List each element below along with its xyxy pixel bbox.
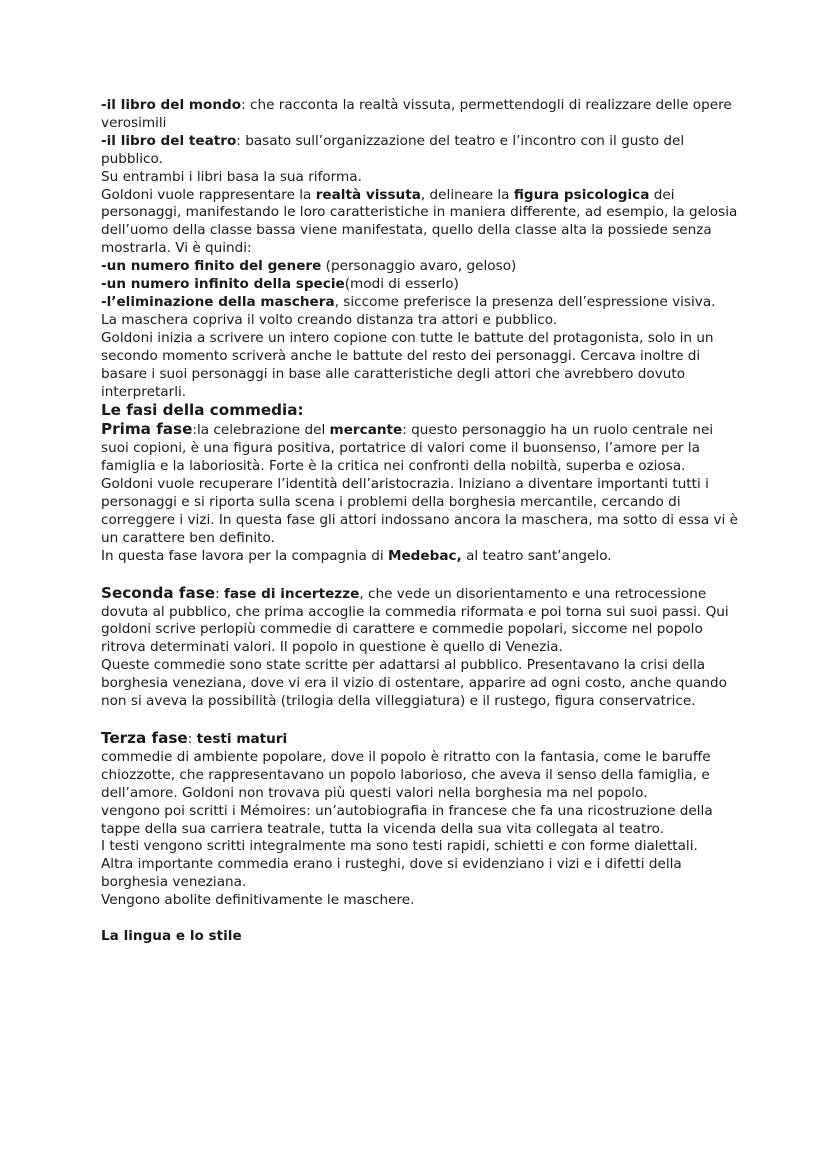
bold-term: -un numero infinito della specie	[101, 276, 345, 293]
paragraph-testi: I testi vengono scritti integralmente ma sono testi rapidi, schietti e con forme dialettali.	[101, 838, 698, 855]
text: :	[215, 585, 224, 602]
paragraph-ambiente-popolare: commedie di ambiente popolare, dove il popolo è ritratto con la fantasia, come le baruffe chiozzotte, che rappresentavano un popolo laborioso, che aveva il senso della famiglia, e dell’amore. Goldoni non trovava più questi valori nella borghesia ma nel popolo.	[101, 748, 711, 801]
bold-term: testi maturi	[196, 731, 288, 747]
text: : basato sull’organizzazione del teatro e l’incontro con il gusto del pubblico.	[101, 132, 685, 167]
text: al teatro sant’angelo.	[461, 547, 612, 564]
text: : questo personaggio ha un ruolo centrale nei suoi copioni, è una figura positiva, portatrice di valori come il buonsenso, l’amore per la famiglia e la laboriosità. Forte è la critica nei confronti della nobiltà, superba e oziosa.	[101, 422, 714, 475]
bold-term: -il libro del mondo	[101, 97, 242, 113]
paragraph-memoires: vengono poi scritti i Mémoires: un’autobiografia in francese che fa una ricostruzione della tappe della sua carriera teatrale, tutta la vicenda della sua vita collegata al teatro.	[101, 802, 713, 837]
paragraph-copione: Goldoni inizia a scrivere un intero copione con tutte le battute del protagonista, solo in un secondo momento scriverà anche le battute del resto dei personaggi. Cercava inoltre di basare i suoi personaggi in base alle caratteristiche degli attori che avrebbero dovuto interpretarli.	[101, 329, 714, 400]
phase-heading: Terza fase	[101, 729, 188, 747]
spacer	[101, 910, 741, 928]
text: Goldoni vuole rappresentare la	[101, 186, 316, 203]
list-item-maschera	[101, 294, 741, 312]
bold-term: -un numero finito del genere	[101, 258, 322, 275]
text: (modi di esserlo)	[344, 276, 459, 293]
text: : che racconta la realtà vissuta, permettendogli di realizzare delle opere verosimili	[101, 97, 732, 131]
paragraph-libro-del-teatro	[101, 133, 741, 169]
paragraph-prima-fase	[101, 420, 741, 476]
text: In questa fase lavora per la compagnia di	[101, 547, 388, 564]
section-heading-lingua-stile	[101, 928, 741, 946]
bold-term: -il libro del teatro	[101, 132, 237, 149]
phase-heading: Seconda fase	[101, 583, 216, 602]
document-body	[101, 97, 741, 946]
phase-heading: Prima fase	[101, 420, 193, 439]
paragraph-riforma: Su entrambi i libri basa la sua riforma.	[101, 168, 362, 185]
paragraph-seconda-fase	[101, 584, 741, 658]
bold-term: -l’eliminazione della maschera	[101, 293, 335, 310]
bold-term: mercante	[329, 422, 403, 439]
heading-text: Le fasi della commedia:	[101, 401, 304, 420]
text: , che vede un disorientamento e una retrocessione dovuta al pubblico, che prima accoglie la commedia riformata e poi torna sui suoi passi. Qui goldoni scrive perlopiù commedie di carattere e commedie popolari, siccome nel popolo ritrova determinati valori. Il popolo in questione è quello di Venezia.	[101, 585, 729, 656]
text: (personaggio avaro, geloso)	[321, 258, 517, 275]
paragraph-maschera: La maschera copriva il volto creando distanza tra attori e pubblico.	[101, 311, 558, 328]
text: :	[187, 731, 197, 747]
heading-text: La lingua e lo stile	[101, 928, 242, 945]
paragraph-maschere-abolite: Vengono abolite definitivamente le maschere.	[101, 892, 415, 909]
bold-term: figura psicologica	[513, 186, 650, 203]
bold-term: realtà vissuta	[315, 186, 421, 203]
text: dei personaggi, manifestando le loro caratteristiche in maniera differente, ad esempio, la gelosia dell’uomo della classe bassa viene manifestata, quello della classe alta la possiede senza mostrarla. Vi è quindi:	[101, 186, 738, 257]
text: :la celebrazione del	[192, 422, 330, 439]
text: , siccome preferisce la presenza dell’espressione visiva.	[334, 293, 716, 310]
spacer	[101, 566, 741, 584]
paragraph-medebac	[101, 548, 741, 566]
text: , delineare la	[420, 186, 514, 203]
spacer	[101, 711, 741, 729]
bold-term: Medebac,	[387, 547, 462, 564]
list-item-specie	[101, 276, 741, 294]
paragraph-realta-vissuta	[101, 187, 741, 259]
paragraph-aristocrazia: Goldoni vuole recuperare l’identità dell’aristocrazia. Iniziano a diventare importanti tutti i personaggi e si riporta sulla scena i problemi della borghesia mercantile, cercando di correggere i vizi. In questa fase gli attori indossano ancora la maschera, ma sotto di essa vi è un carattere ben definito.	[101, 476, 739, 546]
bold-term: fase di incertezze	[224, 585, 360, 602]
paragraph-rusteghi: Altra importante commedia erano i rusteghi, dove si evidenziano i vizi e i difetti della borghesia veneziana.	[101, 856, 682, 891]
paragraph-libro-del-mondo	[101, 97, 741, 133]
paragraph-crisi-borghesia: Queste commedie sono state scritte per adattarsi al pubblico. Presentavano la crisi della borghesia veneziana, dove vi era il vizio di ostentare, apparire ad ogni costo, anche quando non si aveva la possibilità (trilogia della villeggiatura) e il rustego, figura conservatrice.	[101, 657, 727, 710]
section-heading-fasi	[101, 401, 741, 420]
list-item-genere	[101, 258, 741, 276]
paragraph-terza-fase	[101, 729, 741, 749]
